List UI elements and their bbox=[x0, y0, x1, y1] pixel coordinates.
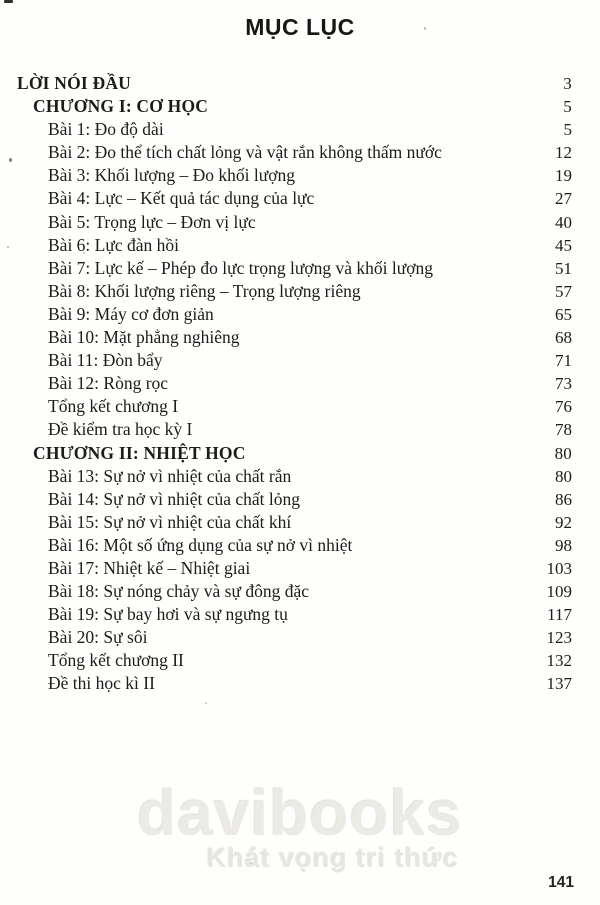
toc-row bbox=[0, 211, 572, 234]
toc-row bbox=[0, 649, 572, 672]
toc-entry-title: Đề kiểm tra học kỳ I bbox=[48, 419, 193, 440]
toc-list bbox=[0, 72, 572, 696]
toc-entry-page: 71 bbox=[555, 351, 572, 371]
toc-entry-title: Bài 13: Sự nở vì nhiệt của chất rắn bbox=[48, 465, 292, 486]
toc-row bbox=[0, 303, 572, 326]
toc-entry-title: Bài 4: Lực – Kết quả tác dụng của lực bbox=[48, 188, 315, 209]
toc-entry-page: 78 bbox=[555, 420, 572, 440]
toc-row bbox=[0, 465, 572, 488]
toc-row bbox=[0, 488, 572, 511]
toc-row bbox=[0, 164, 572, 187]
toc-entry-title: Bài 19: Sự bay hơi và sự ngưng tụ bbox=[48, 604, 288, 625]
toc-entry-page: 80 bbox=[554, 443, 572, 463]
toc-entry-page: 132 bbox=[546, 651, 572, 671]
toc-entry-title: Tổng kết chương II bbox=[48, 650, 184, 671]
toc-entry-page: 92 bbox=[555, 512, 572, 532]
toc-row bbox=[0, 326, 572, 349]
toc-entry-title: Bài 16: Một số ứng dụng của sự nở vì nhiệt bbox=[48, 534, 353, 555]
toc-row bbox=[0, 672, 572, 695]
toc-row bbox=[0, 349, 572, 372]
toc-entry-page: 45 bbox=[555, 235, 572, 255]
toc-row bbox=[0, 534, 572, 557]
page-number: 141 bbox=[548, 874, 574, 891]
toc-entry-title: Bài 18: Sự nóng chảy và sự đông đặc bbox=[48, 581, 310, 602]
toc-row bbox=[0, 118, 572, 141]
toc-entry-title: Bài 3: Khối lượng – Đo khối lượng bbox=[48, 165, 295, 186]
toc-entry-title: Bài 6: Lực đàn hồi bbox=[48, 234, 179, 255]
toc-entry-page: 5 bbox=[563, 97, 572, 117]
toc-entry-page: 19 bbox=[555, 166, 572, 186]
toc-entry-page: 40 bbox=[555, 212, 572, 232]
watermark bbox=[0, 777, 600, 874]
toc-entry-page: 86 bbox=[555, 489, 572, 509]
toc-entry-title: Bài 1: Đo độ dài bbox=[48, 119, 164, 140]
scan-artifact bbox=[205, 702, 207, 704]
toc-entry-title: Bài 12: Ròng rọc bbox=[48, 373, 169, 394]
scan-artifact bbox=[4, 0, 13, 3]
toc-entry-title: LỜI NÓI ĐẦU bbox=[17, 73, 132, 93]
scan-artifact bbox=[9, 158, 12, 162]
toc-entry-page: 12 bbox=[555, 143, 572, 163]
toc-entry-title: Bài 14: Sự nở vì nhiệt của chất lỏng bbox=[48, 488, 301, 509]
toc-row bbox=[0, 580, 572, 603]
toc-entry-page: 65 bbox=[555, 304, 572, 324]
toc-row bbox=[0, 557, 572, 580]
toc-entry-page: 57 bbox=[555, 281, 572, 301]
toc-row bbox=[0, 442, 572, 465]
toc-entry-page: 5 bbox=[563, 120, 572, 140]
toc-row bbox=[0, 603, 572, 626]
toc-entry-page: 76 bbox=[555, 397, 572, 417]
scan-artifact bbox=[83, 252, 85, 254]
toc-entry-title: Bài 11: Đòn bẩy bbox=[48, 350, 163, 371]
toc-entry-page: 80 bbox=[555, 466, 572, 486]
toc-entry-title: Bài 17: Nhiệt kế – Nhiệt giai bbox=[48, 557, 251, 578]
watermark-tagline: Khát vọng tri thức bbox=[206, 842, 459, 873]
toc-entry-page: 123 bbox=[546, 628, 572, 648]
toc-row bbox=[0, 280, 572, 303]
toc-entry-title: CHƯƠNG II: NHIỆT HỌC bbox=[33, 442, 246, 463]
toc-entry-title: Bài 10: Mặt phẳng nghiêng bbox=[48, 327, 240, 348]
toc-entry-title: Bài 2: Đo thể tích chất lỏng và vật rắn không thấm nước bbox=[48, 142, 442, 163]
toc-entry-title: Bài 7: Lực kế – Phép đo lực trọng lượng và khối lượng bbox=[48, 257, 434, 278]
toc-entry-title: Bài 9: Máy cơ đơn giản bbox=[48, 303, 214, 324]
scan-artifact bbox=[250, 862, 252, 864]
toc-entry-page: 3 bbox=[563, 74, 572, 93]
page-title: MỤC LỤC bbox=[245, 14, 355, 40]
toc-entry-title: Bài 20: Sự sôi bbox=[48, 627, 148, 648]
toc-row bbox=[0, 187, 572, 210]
toc-entry-page: 73 bbox=[555, 374, 572, 394]
toc-entry-page: 27 bbox=[555, 189, 572, 209]
toc-entry-title: Bài 15: Sự nở vì nhiệt của chất khí bbox=[48, 511, 292, 532]
toc-row bbox=[0, 511, 572, 534]
toc-row bbox=[0, 395, 572, 418]
toc-row bbox=[0, 418, 572, 441]
scan-artifact bbox=[7, 246, 9, 248]
toc-row bbox=[0, 95, 572, 118]
toc-entry-title: Tổng kết chương I bbox=[48, 396, 179, 417]
toc-entry-title: Đề thi học kì II bbox=[48, 673, 155, 694]
toc-entry-page: 98 bbox=[555, 535, 572, 555]
toc-entry-page: 117 bbox=[547, 605, 572, 625]
toc-row bbox=[0, 141, 572, 164]
toc-row bbox=[0, 257, 572, 280]
toc-row bbox=[0, 234, 572, 257]
toc-entry-title: Bài 5: Trọng lực – Đơn vị lực bbox=[48, 211, 256, 232]
toc-entry-page: 68 bbox=[555, 328, 572, 348]
toc-row bbox=[0, 626, 572, 649]
scan-artifact bbox=[424, 27, 426, 30]
toc-entry-page: 137 bbox=[546, 674, 572, 694]
toc-entry-page: 51 bbox=[555, 258, 572, 278]
toc-row bbox=[0, 72, 572, 95]
watermark-logo-text: davibooks bbox=[137, 777, 463, 849]
toc-row bbox=[0, 372, 572, 395]
toc-entry-title: CHƯƠNG I: CƠ HỌC bbox=[33, 96, 209, 117]
toc-entry-title: Bài 8: Khối lượng riêng – Trọng lượng riêng bbox=[48, 280, 361, 301]
toc-entry-page: 103 bbox=[546, 558, 572, 578]
toc-entry-page: 109 bbox=[546, 582, 572, 602]
